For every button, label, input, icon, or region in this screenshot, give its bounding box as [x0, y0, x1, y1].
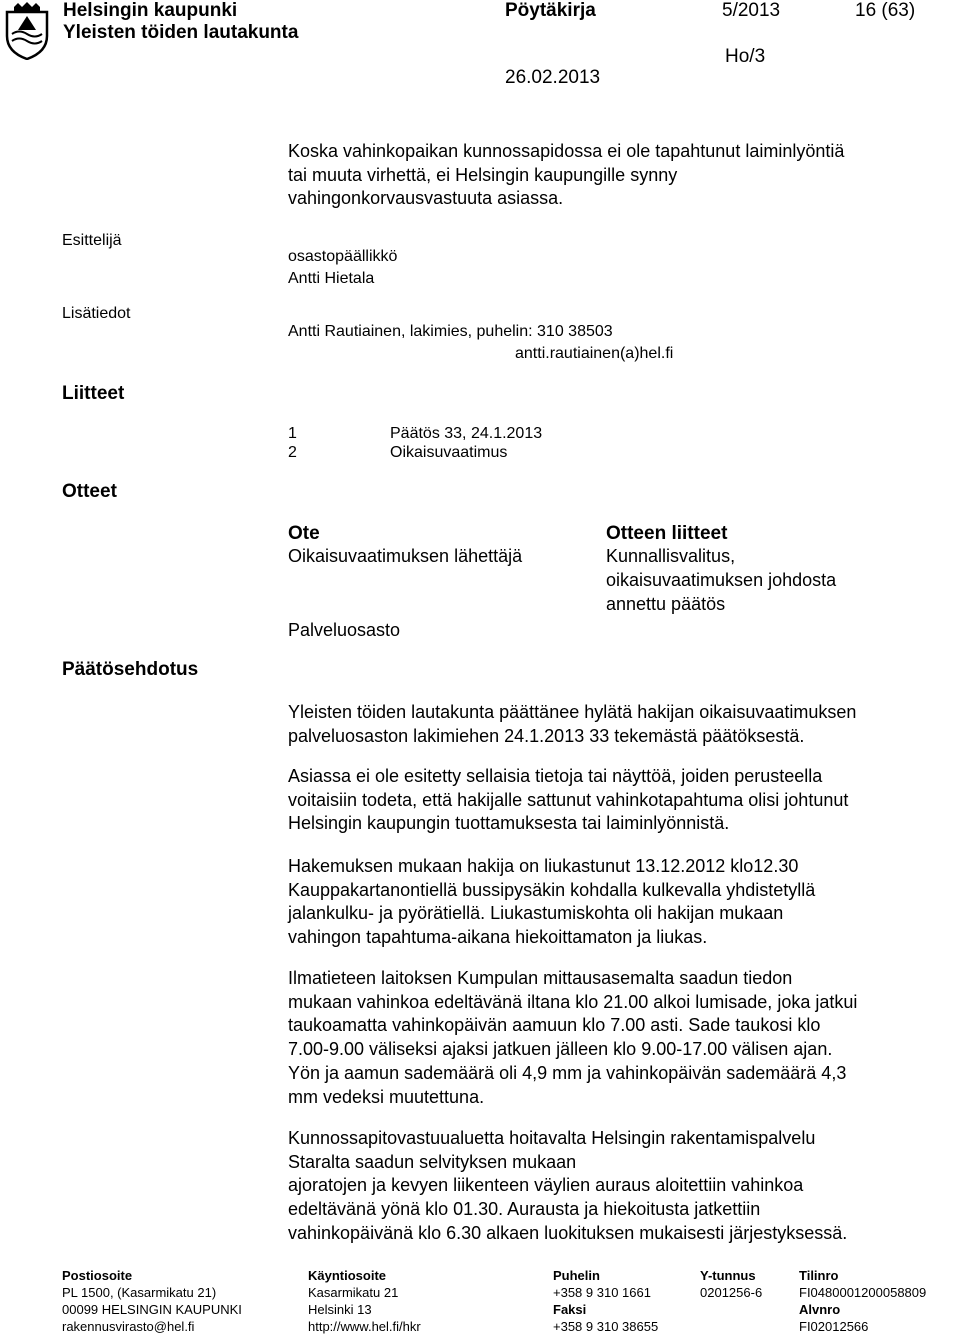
page-number: 16 (63) [855, 0, 916, 21]
footer-ytunnus: Y-tunnus 0201256-6 [700, 1268, 763, 1300]
esittelija-label: Esittelijä [62, 232, 122, 249]
liite-item-2: Oikaisuvaatimus [390, 444, 508, 461]
esittelija-title: osastopäällikkö [288, 248, 398, 265]
otteen-liite-line: oikaisuvaatimuksen johdosta [606, 570, 837, 590]
section-code: Ho/3 [725, 46, 766, 67]
footer-postiosoite: Postiosoite PL 1500, (Kasarmikatu 21) 00099 HELSINGIN KAUPUNKI rakennusvirasto@hel.fi [62, 1268, 242, 1334]
liite-number: 1 [288, 425, 297, 442]
paatosehdotus-label: Päätösehdotus [62, 659, 199, 680]
footer-website[interactable]: http://www.hel.fi/hkr [308, 1319, 421, 1334]
footer-tilinro: Tilinro FI0480001200058809 Alvnro FI02012566 [799, 1268, 927, 1334]
intro-paragraph: Koska vahinkopaikan kunnossapidossa ei ole tapahtunut laiminlyöntiä tai muuta virhettä, ei Helsingin kaupungille synny vahingonkorvausvastuuta asiassa. [288, 141, 845, 209]
doc-type: Pöytäkirja [505, 0, 596, 21]
proposal-paragraph: Yleisten töiden lautakunta päättänee hylätä hakijan oikaisuvaatimuksen palveluosaston lakimiehen 24.1.2013 33 tekemästä päätöksestä. [288, 702, 857, 746]
ote-row: Oikaisuvaatimuksen lähettäjä [288, 546, 523, 566]
footer-kayntiosoite: Käyntiosoite Kasarmikatu 21 Helsinki 13 http://www.hel.fi/hkr [308, 1268, 421, 1334]
liitteet-label: Liitteet [62, 383, 125, 404]
otteen-liite-line: Kunnallisvalitus, [606, 546, 736, 566]
org-name: Helsingin kaupunki [63, 0, 238, 21]
esittelija-name: Antti Hietala [288, 270, 375, 287]
ote-row: Palveluosasto [288, 620, 401, 640]
lisatiedot-email[interactable]: antti.rautiainen(a)hel.fi [515, 345, 674, 362]
otteen-liitteet-header: Otteen liitteet [606, 523, 728, 544]
liite-number: 2 [288, 444, 297, 461]
city-crest-logo [4, 2, 50, 60]
meeting-date: 26.02.2013 [505, 67, 601, 88]
meeting-number: 5/2013 [722, 0, 781, 21]
footer-email[interactable]: rakennusvirasto@hel.fi [62, 1319, 195, 1334]
weather-paragraph: Ilmatieteen laitoksen Kumpulan mittausasemalta saadun tiedon mukaan vahinkoa edeltävänä iltana klo 21.00 alkoi lumisade, joka jatkui taukoamatta vahinkopäivän aamuun klo 7.00 asti. Sade taukosi klo 7.00-9.00 väliseksi ajaksi jatkuen jälleen klo 9.00-17.00 välisen ajan. Yön ja aamun sademäärä oli 4,9 mm ja vahinkopäivän sademäärä 4,3 mm vedeksi muutettuna. [288, 968, 858, 1107]
reasoning-paragraph: Asiassa ei ole esitetty sellaisia tietoja tai näyttöä, joiden perusteella voitaisiin todeta, että hakijalle sattunut vahinkotapahtuma olisi johtunut Helsingin kaupungin tuottamuksesta tai laiminlyönnistä. [288, 766, 849, 834]
maintenance-paragraph: Kunnossapitovastuualuetta hoitavalta Helsingin rakentamispalvelu Staralta saadun selvityksen mukaan ajoratojen ja kevyen liikenteen väylien auraus aloitettiin vahinkoa edeltävänä yönä klo 01.30. Aurausta ja hiekoitusta jatkettiin vahinkopäivänä klo 6.30 alkaen luokituksen mukaisesti järjestyksessä. [288, 1128, 848, 1243]
otteet-label: Otteet [62, 481, 117, 502]
lisatiedot-contact: Antti Rautiainen, lakimies, puhelin: 310 38503 [288, 323, 613, 340]
lisatiedot-label: Lisätiedot [62, 305, 131, 322]
board-name: Yleisten töiden lautakunta [63, 22, 299, 43]
ote-header: Ote [288, 523, 320, 544]
otteen-liite-line: annettu päätös [606, 594, 726, 614]
application-paragraph: Hakemuksen mukaan hakija on liukastunut 13.12.2012 klo12.30 Kauppakartanontiellä bussipysäkin kohdalla kulkevalla yhdistetyllä jalankulku- ja pyörätiellä. Liukastumiskohta oli hakijan mukaan vahingon tapahtuma-aikana hiekoittamaton ja liukas. [288, 856, 816, 948]
footer-puhelin: Puhelin +358 9 310 1661 Faksi +358 9 310 38655 [553, 1268, 659, 1334]
liite-item-1: Päätös 33, 24.1.2013 [390, 425, 543, 442]
